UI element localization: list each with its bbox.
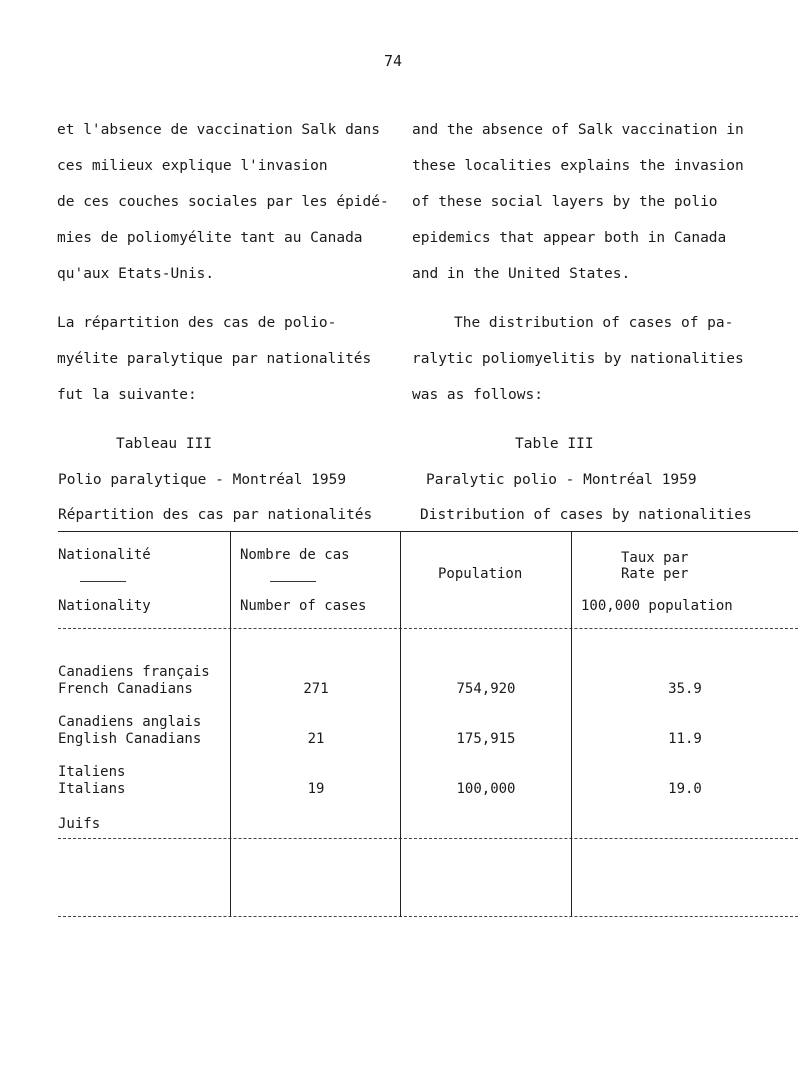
header-rate-en: Rate per: [621, 566, 689, 582]
table-bottom-rule: [58, 916, 798, 917]
row-cases: 19: [307, 781, 325, 797]
row-rate: 11.9: [668, 731, 702, 747]
fr-para1-line: qu'aux Etats-Unis.: [57, 266, 215, 282]
column-divider: [400, 531, 401, 917]
en-para1-line: of these social layers by the polio: [412, 194, 718, 210]
row-name-fr: Juifs: [58, 816, 101, 832]
header-rule: [270, 581, 316, 582]
row-name-en: English Canadians: [58, 731, 202, 747]
fr-table-subtitle: Polio paralytique - Montréal 1959: [58, 472, 347, 488]
row-name-en: French Canadians: [58, 681, 193, 697]
fr-table-title: Tableau III: [116, 436, 213, 452]
en-para1-line: these localities explains the invasion: [412, 158, 744, 174]
row-cases: 21: [307, 731, 325, 747]
column-divider: [230, 531, 231, 917]
page-number: 74: [384, 52, 403, 70]
fr-para2-line: fut la suivante:: [57, 387, 197, 403]
fr-para1-line: mies de poliomyélite tant au Canada: [57, 230, 363, 246]
fr-para1-line: et l'absence de vaccination Salk dans: [57, 122, 381, 138]
header-cases-fr: Nombre de cas: [240, 547, 350, 563]
header-rule: [80, 581, 126, 582]
total-top-rule: [58, 838, 798, 839]
header-nationality-fr: Nationalité: [58, 547, 151, 563]
row-name-fr: Italiens: [58, 764, 126, 780]
row-population: 175,915: [456, 731, 516, 747]
header-rate-fr: Taux par: [621, 550, 689, 566]
table-top-rule: [58, 531, 798, 532]
header-bottom-rule: [58, 628, 798, 629]
row-name-fr: Canadiens anglais: [58, 714, 202, 730]
row-population: 754,920: [456, 681, 516, 697]
fr-table-subtitle: Répartition des cas par nationalités: [58, 507, 373, 523]
en-para2-line: was as follows:: [412, 387, 543, 403]
fr-para2-line: La répartition des cas de polio-: [57, 315, 337, 331]
header-nationality-en: Nationality: [58, 598, 151, 614]
header-cases-en: Number of cases: [240, 598, 367, 614]
en-para1-line: and the absence of Salk vaccination in: [412, 122, 744, 138]
row-cases: 271: [303, 681, 329, 697]
en-table-subtitle: Distribution of cases by nationalities: [420, 507, 752, 523]
en-para1-line: epidemics that appear both in Canada: [412, 230, 727, 246]
row-name-fr: Canadiens français: [58, 664, 210, 680]
en-table-subtitle: Paralytic polio - Montréal 1959: [426, 472, 697, 488]
en-table-title: Table III: [515, 436, 594, 452]
en-para1-line: and in the United States.: [412, 266, 631, 282]
en-para2-line: The distribution of cases of pa-: [454, 315, 734, 331]
header-population: Population: [438, 566, 523, 582]
fr-para1-line: ces milieux explique l'invasion: [57, 158, 328, 174]
en-para2-line: ralytic poliomyelitis by nationalities: [412, 351, 744, 367]
column-divider: [571, 531, 572, 917]
fr-para1-line: de ces couches sociales par les épidé-: [57, 194, 389, 210]
fr-para2-line: myélite paralytique par nationalités: [57, 351, 372, 367]
header-rate-unit: 100,000 population: [581, 598, 733, 614]
row-rate: 19.0: [668, 781, 702, 797]
row-name-en: Italians: [58, 781, 126, 797]
row-rate: 35.9: [668, 681, 702, 697]
row-population: 100,000: [456, 781, 516, 797]
